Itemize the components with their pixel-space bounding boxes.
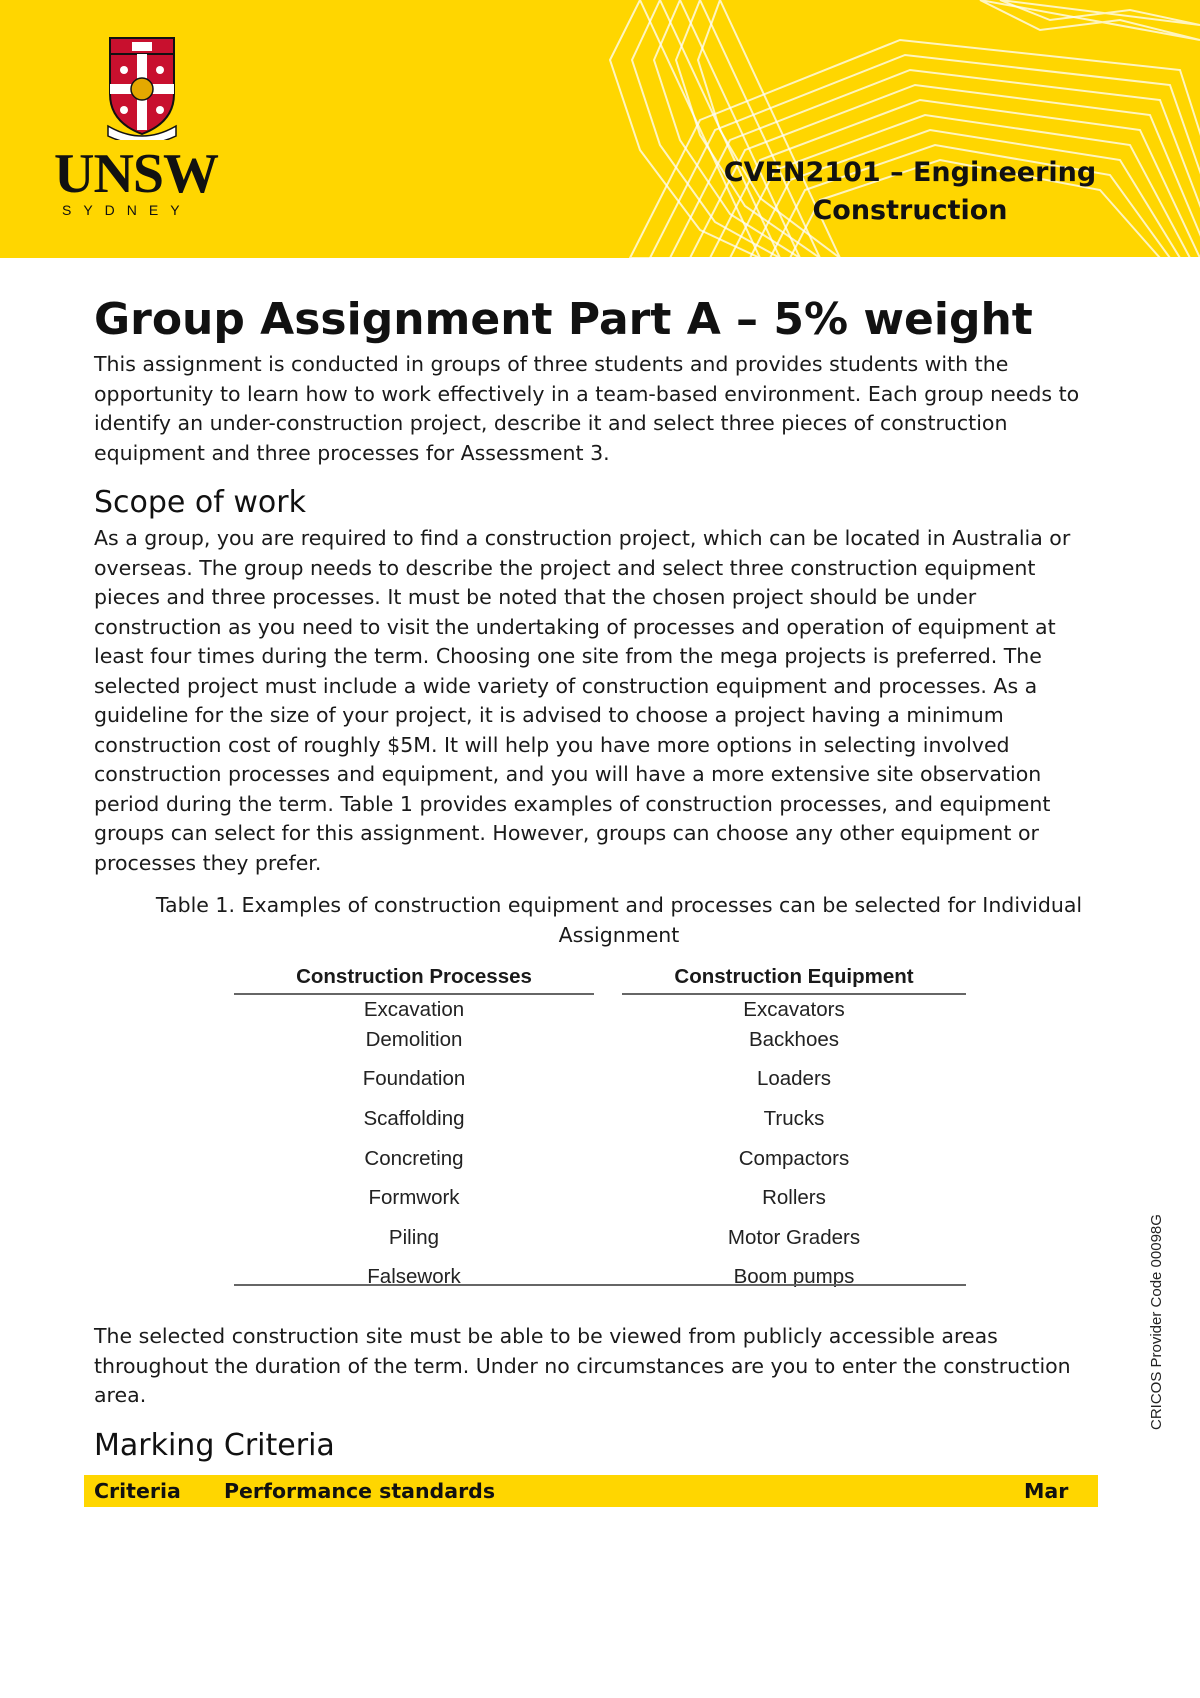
scope-paragraph: As a group, you are required to find a construction project, which can be located in Australia or overseas. The group needs to describe the project and select three construction equipment pieces and three processes. It must be noted that the chosen project should be under construction as you need to visit the undertaking of processes and operation of equipment at least four times during the term. Choosing one site from the mega projects is preferred. The selected project must include a wide variety of construction equipment and processes. As a guideline for the size of your project, it is advised to choose a project having a minimum construction cost of roughly $5M. It will help you have more options in selecting involved construction processes and equipment, and you will have a more extensive site observation period during the term. Table 1 provides examples of construction processes, and equipment groups can select for this assignment. However, groups can choose any other equipment or processes they prefer. (94, 526, 1071, 875)
table-cell: Backhoes (748, 1028, 840, 1051)
table-cell: Rollers (762, 1186, 826, 1209)
table-cell: Motor Graders (727, 1226, 861, 1249)
performance-label: Performance standards (224, 1478, 496, 1503)
course-title (690, 154, 1130, 230)
table-cell: Boom pumps (733, 1265, 855, 1288)
criteria-header-bar (84, 1475, 1098, 1507)
unsw-logo (54, 36, 234, 226)
cricos-code: CRICOS Provider Code 00098G (1148, 1214, 1165, 1430)
course-title-line-1: CVEN2101 – Engineering (723, 157, 1097, 188)
examples-table (94, 962, 1104, 1322)
table-cell: Excavators (743, 998, 845, 1021)
table-cell: Trucks (763, 1107, 825, 1130)
logo-wordmark: UNSW (54, 143, 219, 205)
table-cell: Excavation (363, 998, 465, 1021)
equipment-header: Construction Equipment (622, 962, 966, 995)
site-paragraph: The selected construction site must be able to be viewed from publicly accessible areas throughout the duration of the term. Under no circumstances are you to enter the construction area. (94, 1324, 1071, 1407)
table-cell: Demolition (365, 1028, 463, 1051)
table-cell: Piling (388, 1226, 440, 1249)
processes-column (234, 962, 594, 1292)
crest-icon (106, 36, 178, 140)
document-body (94, 290, 1104, 1507)
marking-heading: Marking Criteria (94, 1427, 335, 1463)
table-cell: Foundation (362, 1067, 466, 1090)
table-cell: Compactors (738, 1147, 850, 1170)
table-cell: Scaffolding (363, 1107, 465, 1130)
course-title-line-2: Construction (812, 195, 1008, 226)
page-title: Group Assignment Part A – 5% weight (94, 294, 1033, 345)
scope-heading: Scope of work (94, 485, 306, 520)
table-caption: Table 1. Examples of construction equipment and processes can be selected for Individual Assignment (155, 893, 1083, 947)
marks-label: Mar (1024, 1478, 1069, 1503)
logo-subtext: SYDNEY (62, 202, 192, 218)
table-cell: Loaders (756, 1067, 832, 1090)
criteria-label: Criteria (94, 1478, 181, 1503)
page-header (0, 0, 1200, 258)
table-cell: Falsework (367, 1265, 461, 1288)
equipment-column (622, 962, 966, 1292)
intro-paragraph: This assignment is conducted in groups of three students and provides students with the opportunity to learn how to work effectively in a team-based environment. Each group needs to identify an under-construction project, describe it and select three pieces of construction equipment and three processes for Assessment 3. (94, 352, 1080, 465)
table-bottom-rule (234, 1284, 966, 1286)
table-cell: Formwork (368, 1186, 460, 1209)
processes-header: Construction Processes (234, 962, 594, 995)
table-cell: Concreting (364, 1147, 464, 1170)
